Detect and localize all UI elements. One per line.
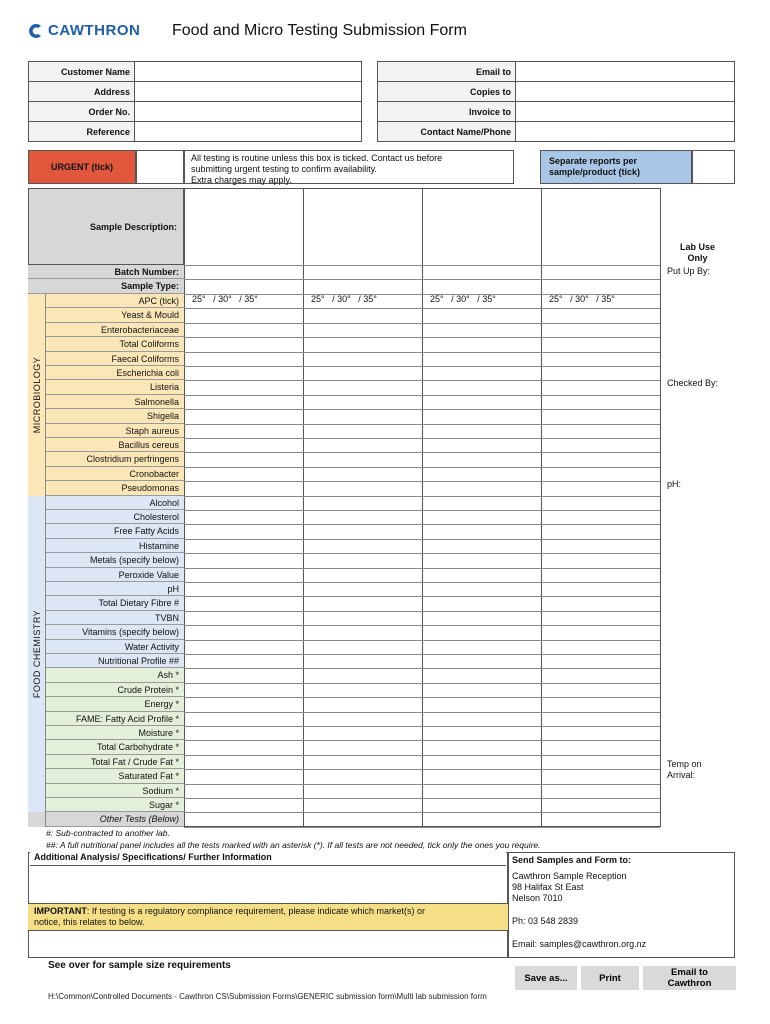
sample-type-label: Sample Type: bbox=[28, 279, 184, 293]
sample-column-3[interactable] bbox=[422, 188, 423, 827]
address-label: Address bbox=[29, 82, 135, 102]
reference-label: Reference bbox=[29, 122, 135, 142]
row-divider bbox=[184, 827, 660, 828]
test-row-label: Escherichia coli bbox=[46, 366, 184, 380]
test-row-label: Histamine bbox=[46, 539, 184, 553]
row-divider bbox=[184, 539, 660, 540]
row-divider bbox=[184, 409, 660, 410]
email-to-label: Email to bbox=[378, 62, 516, 82]
test-row-label: Cholesterol bbox=[46, 510, 184, 524]
urgent-checkbox[interactable] bbox=[136, 150, 184, 184]
test-row-label: APC (tick) bbox=[46, 294, 184, 308]
test-row-label: Total Coliforms bbox=[46, 337, 184, 351]
test-row-label: TVBN bbox=[46, 611, 184, 625]
row-divider bbox=[184, 755, 660, 756]
see-over-note: See over for sample size requirements bbox=[48, 960, 231, 971]
test-row-label: Metals (specify below) bbox=[46, 553, 184, 567]
food-chemistry-text: FOOD CHEMISTRY bbox=[31, 609, 42, 699]
lab-use-title bbox=[660, 242, 735, 264]
order-no-field[interactable] bbox=[135, 102, 362, 122]
row-divider bbox=[184, 654, 660, 655]
test-row-label: Enterobacteriaceae bbox=[46, 323, 184, 337]
row-divider bbox=[184, 553, 660, 554]
row-divider bbox=[184, 265, 660, 266]
send-address-line: Nelson 7010 bbox=[512, 893, 563, 903]
copies-to-field[interactable] bbox=[516, 82, 735, 102]
cawthron-logo-icon bbox=[28, 23, 44, 39]
test-row-label: Water Activity bbox=[46, 640, 184, 654]
row-divider bbox=[184, 740, 660, 741]
urgent-note bbox=[184, 150, 514, 184]
test-row-label: Total Fat / Crude Fat * bbox=[46, 755, 184, 769]
note-nutritional: ##: A full nutritional panel includes all the tests marked with an asterisk (*). If all tests are not needed, tick only the ones you require. bbox=[46, 840, 541, 850]
put-up-by-label: Put Up By: bbox=[667, 266, 711, 276]
apc-temperature-options[interactable]: 25° / 30° / 35° bbox=[549, 294, 615, 304]
separate-reports-checkbox[interactable] bbox=[692, 150, 735, 184]
apc-temperature-options[interactable]: 25° / 30° / 35° bbox=[192, 294, 258, 304]
other-tests-side bbox=[28, 812, 46, 827]
row-divider bbox=[184, 683, 660, 684]
row-divider bbox=[184, 668, 660, 669]
row-divider bbox=[184, 712, 660, 713]
important-line1 bbox=[34, 906, 502, 917]
test-row-label: pH bbox=[46, 582, 184, 596]
test-row-label: FAME: Fatty Acid Profile * bbox=[46, 712, 184, 726]
row-divider bbox=[184, 395, 660, 396]
important-line2: notice, this relates to below. bbox=[34, 917, 145, 927]
send-email: Email: samples@cawthron.org.nz bbox=[512, 939, 647, 949]
invoice-to-field[interactable] bbox=[516, 102, 735, 122]
row-divider bbox=[184, 640, 660, 641]
test-row-label: Alcohol bbox=[46, 496, 184, 510]
important-notice bbox=[28, 903, 508, 931]
test-row-label: Listeria bbox=[46, 380, 184, 394]
important-text: : If testing is a regulatory compliance requirement, please indicate which market(s) or bbox=[86, 906, 425, 916]
row-divider bbox=[184, 337, 660, 338]
row-divider bbox=[184, 308, 660, 309]
temp-line: Temp on bbox=[667, 759, 702, 769]
test-row-label: Clostridium perfringens bbox=[46, 452, 184, 466]
sample-column-2[interactable] bbox=[303, 188, 304, 827]
test-row-label: Faecal Coliforms bbox=[46, 352, 184, 366]
send-address-line: Cawthron Sample Reception bbox=[512, 871, 627, 881]
test-row-label: Salmonella bbox=[46, 395, 184, 409]
microbiology-side-label bbox=[28, 294, 46, 496]
row-divider bbox=[184, 582, 660, 583]
checked-by-label: Checked By: bbox=[667, 378, 719, 388]
urgent-note-line: Extra charges may apply. bbox=[191, 175, 292, 185]
lab-use-line: Only bbox=[687, 253, 708, 263]
test-row-label: Vitamins (specify below) bbox=[46, 625, 184, 639]
file-path: H:\Common\Controlled Documents - Cawthron CS\Submission Forms\GENERIC submission form\Multi lab submission form bbox=[48, 992, 487, 1001]
customer-details-table bbox=[28, 61, 362, 142]
note-subcontracted: #: Sub-contracted to another lab. bbox=[46, 828, 170, 838]
test-row-label: Shigella bbox=[46, 409, 184, 423]
row-divider bbox=[184, 812, 660, 813]
row-divider bbox=[184, 366, 660, 367]
test-row-label: Pseudomonas bbox=[46, 481, 184, 495]
lab-use-line: Lab Use bbox=[679, 242, 715, 252]
sample-column-1[interactable] bbox=[184, 188, 185, 827]
row-divider bbox=[184, 726, 660, 727]
test-row-label: Cronobacter bbox=[46, 467, 184, 481]
temp-on-arrival-label bbox=[667, 759, 702, 781]
urgent-label: URGENT (tick) bbox=[28, 150, 136, 184]
row-divider bbox=[184, 596, 660, 597]
row-divider bbox=[184, 625, 660, 626]
row-divider bbox=[184, 352, 660, 353]
contact-details-table bbox=[377, 61, 735, 142]
contact-name-field[interactable] bbox=[516, 122, 735, 142]
ph-label: pH: bbox=[667, 479, 682, 489]
row-divider bbox=[184, 323, 660, 324]
separate-line: Separate reports per bbox=[549, 156, 638, 166]
urgent-note-line: submitting urgent testing to confirm availability. bbox=[191, 164, 377, 174]
row-divider bbox=[184, 452, 660, 453]
test-row-label: Total Carbohydrate * bbox=[46, 740, 184, 754]
reference-field[interactable] bbox=[135, 122, 362, 142]
sample-column-4[interactable] bbox=[541, 188, 542, 827]
lab-use-column bbox=[660, 188, 735, 827]
row-divider bbox=[184, 438, 660, 439]
microbiology-text: MICROBIOLOGY bbox=[31, 356, 42, 434]
send-phone: Ph: 03 548 2839 bbox=[512, 916, 579, 926]
test-row-label: Total Dietary Fibre # bbox=[46, 596, 184, 610]
row-divider bbox=[184, 481, 660, 482]
test-row-label: Saturated Fat * bbox=[46, 769, 184, 783]
test-row-label: Bacillus cereus bbox=[46, 438, 184, 452]
row-divider bbox=[184, 611, 660, 612]
row-divider bbox=[184, 784, 660, 785]
invoice-to-label: Invoice to bbox=[378, 102, 516, 122]
row-divider bbox=[184, 424, 660, 425]
apc-temperature-options[interactable]: 25° / 30° / 35° bbox=[311, 294, 377, 304]
sample-description-label: Sample Description: bbox=[28, 188, 184, 265]
test-row-label: Moisture * bbox=[46, 726, 184, 740]
apc-temperature-options[interactable]: 25° / 30° / 35° bbox=[430, 294, 496, 304]
customer-name-field[interactable] bbox=[135, 62, 362, 82]
save-as-button[interactable]: Save as... bbox=[515, 966, 577, 990]
test-row-label: Sodium * bbox=[46, 784, 184, 798]
copies-to-label: Copies to bbox=[378, 82, 516, 102]
row-divider bbox=[184, 524, 660, 525]
row-divider bbox=[184, 496, 660, 497]
test-row-label: Yeast & Mould bbox=[46, 308, 184, 322]
test-row-label: Staph aureus bbox=[46, 424, 184, 438]
urgent-note-line: All testing is routine unless this box is ticked. Contact us before bbox=[191, 153, 443, 163]
send-address-line: 98 Halifax St East bbox=[512, 882, 584, 892]
separate-line: sample/product (tick) bbox=[549, 167, 641, 177]
test-row-label: Nutritional Profile ## bbox=[46, 654, 184, 668]
cawthron-logo bbox=[28, 22, 140, 39]
print-button[interactable]: Print bbox=[581, 966, 639, 990]
row-divider bbox=[184, 467, 660, 468]
page-title: Food and Micro Testing Submission Form bbox=[172, 22, 467, 39]
important-bold: IMPORTANT bbox=[34, 906, 87, 916]
row-divider bbox=[184, 380, 660, 381]
row-divider bbox=[184, 697, 660, 698]
address-field[interactable] bbox=[135, 82, 362, 102]
test-row-label: Energy * bbox=[46, 697, 184, 711]
row-divider bbox=[184, 279, 660, 280]
send-samples-title: Send Samples and Form to: bbox=[512, 855, 632, 865]
customer-name-label: Customer Name bbox=[29, 62, 135, 82]
additional-analysis-title: Additional Analysis/ Specifications/ Further Information bbox=[30, 852, 506, 866]
test-row-label: Sugar * bbox=[46, 798, 184, 812]
food-chemistry-side-label bbox=[28, 496, 46, 812]
logo-text: CAWTHRON bbox=[48, 22, 141, 39]
row-divider bbox=[184, 798, 660, 799]
email-cawthron-button[interactable]: Email to Cawthron bbox=[643, 966, 736, 990]
row-divider bbox=[184, 510, 660, 511]
temp-line: Arrival: bbox=[667, 770, 696, 780]
test-row-label: Peroxide Value bbox=[46, 568, 184, 582]
row-divider bbox=[184, 769, 660, 770]
row-divider bbox=[184, 568, 660, 569]
test-row-label: Free Fatty Acids bbox=[46, 524, 184, 538]
test-row-label: Other Tests (Below) bbox=[46, 812, 184, 826]
batch-number-label: Batch Number: bbox=[28, 265, 184, 279]
test-row-label: Crude Protein * bbox=[46, 683, 184, 697]
test-row-label: Ash * bbox=[46, 668, 184, 682]
contact-name-label: Contact Name/Phone bbox=[378, 122, 516, 142]
email-to-field[interactable] bbox=[516, 62, 735, 82]
order-no-label: Order No. bbox=[29, 102, 135, 122]
separate-reports-label bbox=[540, 150, 692, 184]
